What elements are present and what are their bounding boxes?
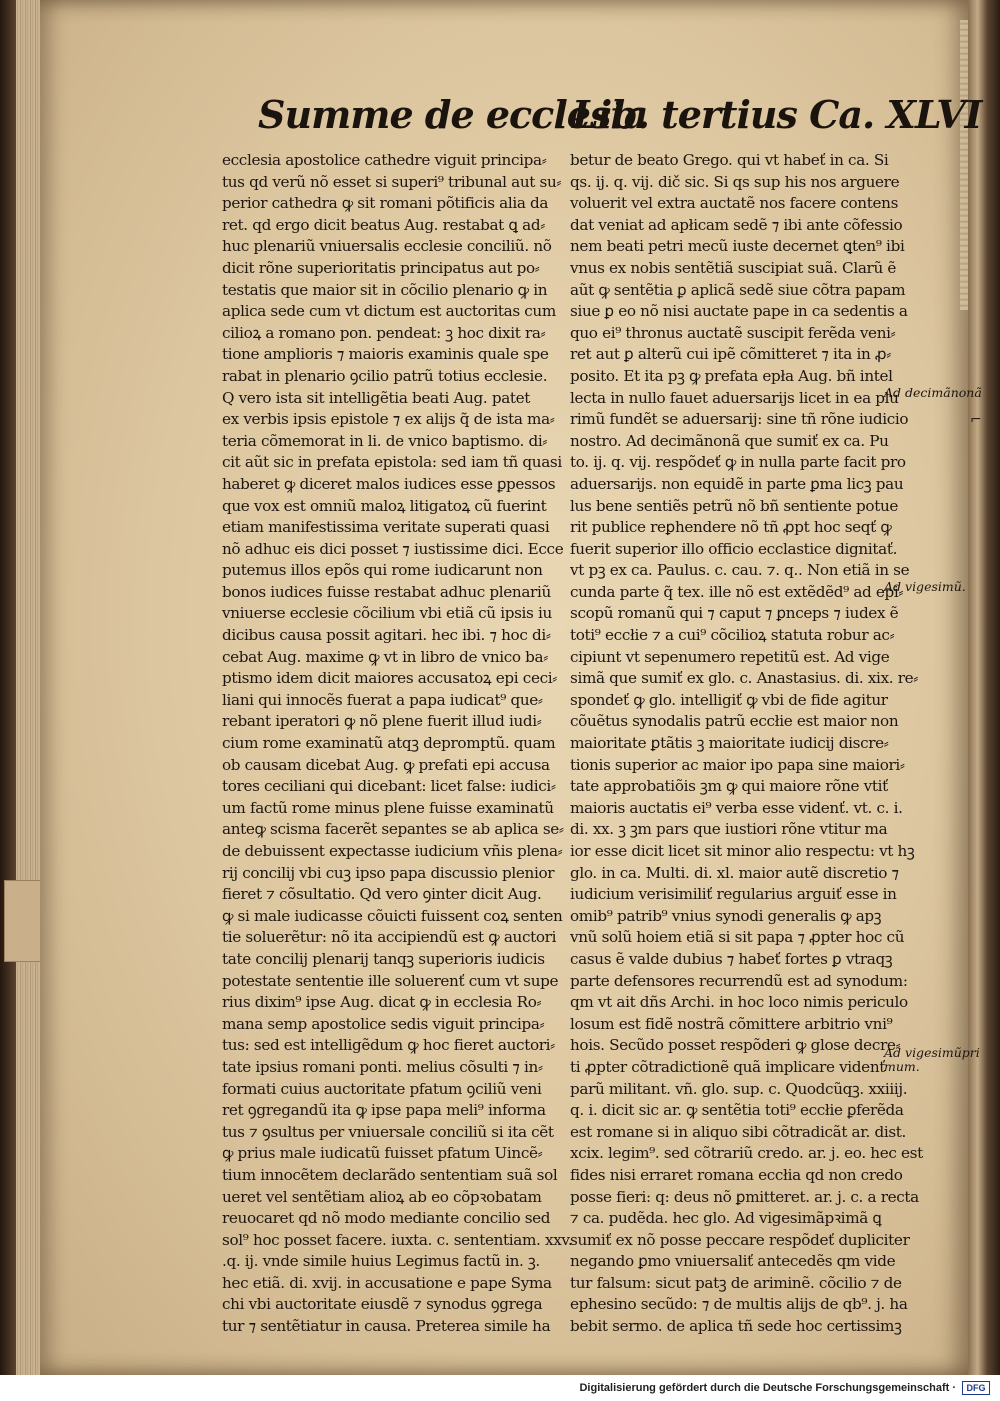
text-line: quo ei⁹ thronus auctatẽ suscipit ferẽda veni⸗	[570, 323, 896, 342]
text-line: negando ꝑmo vniuersaliť antecedẽs qm vide	[570, 1252, 896, 1271]
text-line: losum est fidẽ nostrã cõmittere arbitrio vni⁹	[570, 1014, 893, 1033]
text-column-left	[222, 150, 573, 1338]
text-line: lecta in nullo fauet aduersarijs licet in ea plu	[570, 388, 899, 407]
text-line: spondeť ꝙ glo. intelligiť ꝙ vbi de fide agitur	[570, 690, 888, 709]
text-line: nem beati petri mecũ iuste decernet ꝗten⁹ ibi	[570, 237, 905, 256]
text-line: tur ⁊ sentẽtiatur in causa. Preterea simile ha	[222, 1317, 551, 1336]
text-line: posse fieri: q: deus nõ ꝑmitteret. ar. j. c. a recta	[570, 1187, 919, 1206]
text-line: rebant iperatori ꝙ nõ plene fuerit illud iudi⸗	[222, 712, 542, 731]
text-line: scopũ romanũ qui ⁊ caput ⁊ ꝑnceps ⁊ iudex ẽ	[570, 604, 899, 623]
text-line: sumiť ex nõ posse peccare respõdeť dupliciter	[570, 1230, 910, 1249]
text-line: cebat Aug. maxime ꝙ vt in libro de vnico ba⸗	[222, 647, 548, 666]
dfg-logo: DFG	[962, 1381, 990, 1395]
text-line: lus bene sentiẽs petrũ nõ bñ sentiente potue	[570, 496, 899, 515]
text-line: ti ꝓpter cõtradictionẽ quã implicare videnť	[570, 1057, 886, 1076]
text-line: di. xx. ꝫ ꝫm pars que iustiori rõne vtitur ma	[570, 820, 888, 839]
margin-note-2: Ad vigesimũ.	[884, 579, 966, 594]
text-line: ptismo idem dicit maiores accusatoꝝ epi ceci⸗	[222, 669, 557, 688]
text-line: fuerit superior illo officio ecclastice dignitať.	[570, 539, 898, 558]
text-line: cunda parte q̃ tex. ille nõ est extẽdẽd⁹ ad epi⸗	[570, 582, 904, 601]
text-line: q. i. dicit sic ar. ꝙ sentẽtia toti⁹ eccłie ꝑferẽda	[570, 1101, 904, 1120]
text-line: vniuerse ecclesie cõcilium vbi etiã cũ ipsis iu	[222, 604, 552, 623]
text-line: reuocaret qd nõ modo mediante concilio sed	[222, 1209, 551, 1228]
margin-note-3	[884, 1046, 980, 1074]
text-line: tie soluerẽtur: nõ ita accipiendũ est ꝙ auctori	[222, 928, 557, 947]
text-line: tus: sed est intelligẽdum ꝙ hoc fieret auctori⸗	[222, 1036, 555, 1055]
text-line: ret ꝯgregandũ ita ꝙ ipse papa meli⁹ informa	[222, 1101, 546, 1120]
text-line: vnũ solũ hoiem etiã si sit papa ⁊ ꝓpter hoc cũ	[570, 928, 905, 947]
text-line: cium rome examinatũ atqꝫ depromptũ. quam	[222, 734, 556, 753]
text-line: perior cathedra ꝙ sit romani põtificis alia da	[222, 194, 549, 213]
margin-tick-mark: ⌐	[970, 412, 982, 428]
text-line: to. ij. q. vij. respõdeť ꝙ in nulla parte facit pro	[570, 453, 906, 472]
text-line: maioritate ꝑtãtis ꝫ maioritate iudicij discre⸗	[570, 734, 889, 753]
text-line: cit aũt sic in prefata epistola: sed iam tñ quasi	[222, 453, 562, 472]
text-line: ret. qd ergo dicit beatus Aug. restabat ꝗ ad⸗	[222, 215, 545, 234]
text-line: ꝙ prius male iudicatũ fuisset pfatum Uincẽ⸗	[222, 1144, 543, 1163]
text-line: liani qui innocẽs fuerat a papa iudicat⁹ que⸗	[222, 690, 543, 709]
text-line: siue ꝑ eo nõ nisi auctate pape in ca sedentis a	[570, 302, 908, 321]
text-line: tate concilij plenarij tanqꝫ superioris iudicis	[222, 949, 545, 968]
text-line: huc plenariũ vniuersalis ecclesie conciliũ. nõ	[222, 237, 552, 256]
text-line: tate ipsius romani ponti. melius cõsulti ⁊ in⸗	[222, 1057, 543, 1076]
text-line: tur falsum: sicut patꝫ de ariminẽ. cõcilio ⁊ de	[570, 1273, 902, 1292]
running-head-right: Lib. tertius Ca. XLVI	[572, 92, 982, 137]
text-line: formati cuius auctoritate pfatum ꝯciliũ veni	[222, 1079, 542, 1098]
text-line: Q vero ista sit intelligẽtia beati Aug. patet	[222, 388, 531, 407]
text-line: nõ adhuc eis dici posset ⁊ iustissime dici. Ecce	[222, 539, 564, 558]
text-line: tus qd verũ nõ esset si superi⁹ tribunal aut su⸗	[222, 172, 562, 191]
page-gutter-right	[968, 0, 1000, 1375]
text-line: glo. in ca. Multi. di. xl. maior autẽ discretio ⁊	[570, 863, 899, 882]
text-line: etiam manifestissima veritate superati quasi	[222, 518, 550, 537]
text-line: ex verbis ipsis epistole ⁊ ex alijs q̃ de ista ma⸗	[222, 410, 555, 429]
text-line: iudicium verisimiliť regularius arguiť esse in	[570, 885, 897, 904]
text-line: ephesino secũdo: ⁊ de multis alijs de qb⁹. j. ha	[570, 1295, 908, 1314]
text-line: haberet ꝙ diceret malos iudices esse ꝑpessos	[222, 474, 556, 493]
text-line: omib⁹ patrib⁹ vnius synodi generalis ꝙ apꝫ	[570, 906, 882, 925]
text-line: ueret vel sentẽtiam alioꝝ ab eo cõpꝛobatam	[222, 1187, 542, 1206]
text-line: xcix. legim⁹. sed cõtrariũ credo. ar. j. eo. hec est	[570, 1144, 923, 1163]
margin-note-3-line1: Ad vigesimũpri	[884, 1045, 980, 1060]
text-line: chi vbi auctoritate eiusdẽ ⁊ synodus ꝯgrega	[222, 1295, 543, 1314]
text-line: nostro. Ad decimãnonã que sumiť ex ca. Pu	[570, 431, 889, 450]
text-line: cilioꝝ a romano pon. pendeat: ꝫ hoc dixit ra⸗	[222, 323, 546, 342]
text-line: aplica sede cum vt dictum est auctoritas cum	[222, 302, 556, 321]
text-line: dat veniat ad apłicam sedẽ ⁊ ibi ante cõfessio	[570, 215, 903, 234]
text-line: parte defensores recurrendũ est ad synodum:	[570, 971, 908, 990]
text-line: mana semp apostolice sedis viguit principa⸗	[222, 1014, 545, 1033]
text-line: bebit sermo. de aplica tñ sede hoc certissimꝫ	[570, 1317, 902, 1336]
text-line: rit publice reꝑhendere nõ tñ ꝓpt hoc seqť ꝙ	[570, 518, 892, 537]
text-line: hois. Secũdo posset respõderi ꝙ glose decre⸗	[570, 1036, 901, 1055]
text-line: voluerit vel extra auctatẽ nos facere contens	[570, 194, 899, 213]
text-line: parũ militant. vñ. glo. sup. c. Quodcũqꝫ. xxiiij.	[570, 1079, 908, 1098]
text-line: dicit rõne superioritatis principatus aut po⸗	[222, 258, 540, 277]
text-line: vt pꝫ ex ca. Paulus. c. cau. ⁊. q.. Non etiã in se	[570, 561, 910, 580]
text-line: maioris auctatis ei⁹ verba esse videnť. vt. c. i.	[570, 798, 903, 817]
text-line: est romane si in aliquo sibi cõtradicãt ar. dist.	[570, 1122, 907, 1141]
text-line: rij concilij vbi cuꝫ ipso papa discussio plenior	[222, 863, 555, 882]
text-line: teria cõmemorat in li. de vnico baptismo. di⸗	[222, 431, 548, 450]
text-line: ecclesia apostolice cathedre viguit principa⸗	[222, 151, 547, 169]
text-line: rius dixim⁹ ipse Aug. dicat ꝙ in ecclesia Ro⸗	[222, 993, 542, 1012]
text-line: testatis que maior sit in cõcilio plenario ꝙ in	[222, 280, 548, 299]
text-line: rabat in plenario ꝯcilio patrũ totius ecclesie.	[222, 366, 548, 385]
text-line: bonos iudices fuisse restabat adhuc plenariũ	[222, 582, 551, 601]
text-line: tionis superior ac maior ipo papa sine maiori⸗	[570, 755, 905, 774]
text-line: putemus illos epõs qui rome iudicarunt non	[222, 561, 543, 580]
text-line: qm vt ait dñs Archi. in hoc loco nimis periculo	[570, 993, 908, 1012]
text-line: tium innocẽtem declarãdo sententiam suã sol	[222, 1165, 558, 1184]
margin-note-3-line2: mum.	[884, 1059, 920, 1074]
text-line: ior esse dicit licet sit minor alio respectu: vt hꝫ	[570, 842, 915, 860]
text-line: .q. ij. vnde simile huius Legimus factũ in. ꝫ.	[222, 1252, 540, 1271]
text-line: tione amplioris ⁊ maioris examinis quale spe	[222, 345, 549, 364]
text-line: cipiunt vt sepenumero repetitũ est. Ad vige	[570, 647, 890, 666]
text-line: hec etiã. di. xvij. in accusatione e pape Syma	[222, 1273, 552, 1292]
text-line: ret aut ꝑ alterũ cui ipẽ cõmitteret ⁊ ita in ꝓ⸗	[570, 345, 891, 364]
text-line: aũt ꝙ sentẽtia ꝑ aplicã sedẽ siue cõtra papam	[570, 280, 906, 299]
text-line: potestate sententie ille soluerenť cum vt supe	[222, 971, 559, 990]
text-line: de debuissent expectasse iudicium vñis plena⸗	[222, 842, 563, 860]
text-line: anteꝙ scisma facerẽt sepantes se ab aplica se⸗	[222, 820, 564, 839]
text-line: tores ceciliani qui dicebant: licet false: iudici⸗	[222, 777, 556, 796]
text-line: fieret ⁊ cõsultatio. Qd vero ꝯinter dicit Aug.	[222, 885, 542, 904]
text-line: casus ẽ valde dubius ⁊ habeť fortes ꝑ vtraqꝫ	[570, 949, 893, 968]
margin-note-1: Ad decimãnonã	[884, 385, 982, 400]
text-line: tate approbatiõis ꝫm ꝙ qui maiore rõne vtiť	[570, 777, 888, 796]
text-line: betur de beato Grego. qui vt habeť in ca. Si	[570, 151, 889, 169]
text-line: toti⁹ eccłie ⁊ a cui⁹ cõcilioꝝ statuta robur ac⸗	[570, 626, 895, 645]
text-line: ⁊ ca. pudẽda. hec glo. Ad vigesimãpꝛimã ꝗ	[570, 1209, 882, 1228]
text-line: aduersarijs. non equidẽ in parte ꝑma licꝫ pau	[570, 474, 904, 493]
text-line: sol⁹ hoc posset facere. iuxta. c. sententiam. xxv.	[222, 1230, 573, 1249]
text-line: simã que sumiť ex glo. c. Anastasius. di. xix. re⸗	[570, 669, 918, 688]
text-line: tus ⁊ ꝯsultus per vniuersale conciliũ si ita cẽt	[222, 1122, 554, 1141]
text-line: qs. ij. q. vij. dič sic. Si qs sup his nos arguere	[570, 172, 900, 191]
text-line: fides nisi erraret romana eccłia qd non credo	[570, 1165, 903, 1184]
text-line: cõuẽtus synodalis patrũ eccłie est maior non	[570, 712, 899, 731]
text-line: que vox est omniũ maloꝝ litigatoꝝ cũ fuerint	[222, 496, 547, 515]
text-line: posito. Et ita pꝫ ꝙ prefata epła Aug. bñ intel	[570, 366, 893, 385]
running-head-left: Summe de ecclesia	[258, 92, 648, 137]
footer-bar	[0, 1375, 1000, 1401]
text-line: ꝙ si male iudicasse cõuicti fuissent coꝝ senten	[222, 906, 563, 925]
footer-credit: Digitalisierung gefördert durch die Deutsche Forschungsgemeinschaft ·	[579, 1382, 956, 1394]
text-line: dicibus causa possit agitari. hec ibi. ⁊ hoc di⸗	[222, 626, 551, 645]
text-line: rimũ fundẽt se aduersarij: sine tñ rõne iudicio	[570, 410, 909, 429]
text-line: vnus ex nobis sentẽtiã suscipiat suã. Clarũ ẽ	[570, 258, 896, 277]
text-line: ob causam dicebat Aug. ꝙ prefati epi accusa	[222, 755, 550, 774]
text-line: um factũ rome minus plene fuisse examinatũ	[222, 798, 554, 817]
